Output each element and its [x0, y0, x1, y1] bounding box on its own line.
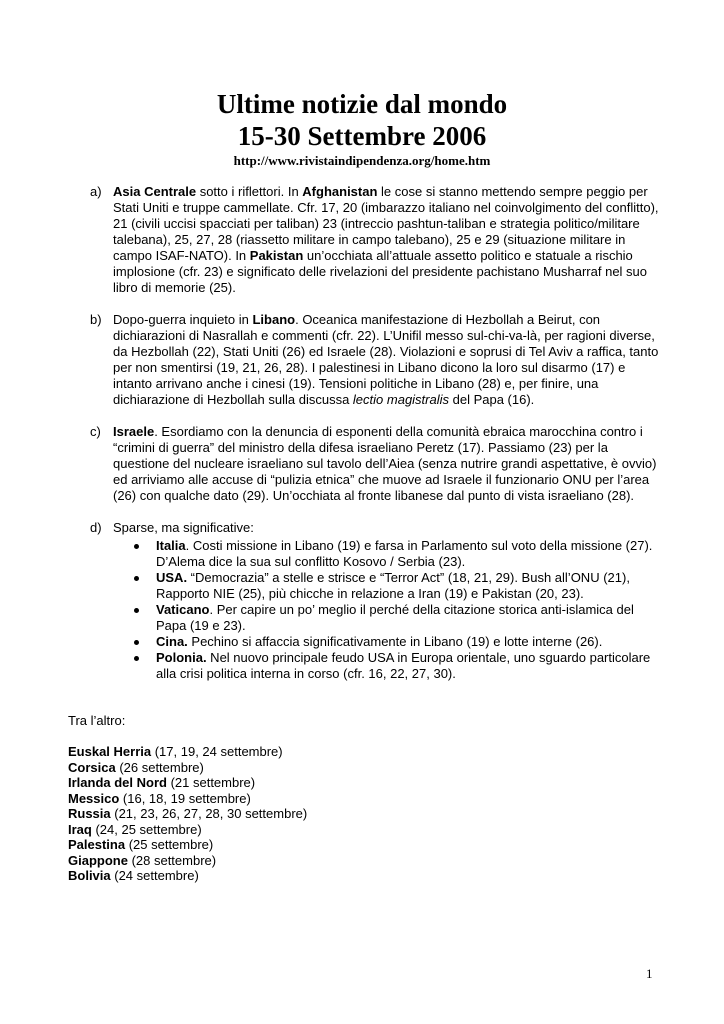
- news-section: [90, 184, 660, 296]
- text-run: . Costi missione in Libano (19) e farsa in Parlamento sul voto della missione (27). D’Alema dice la sua sul conflitto Kosovo / Serbia (23).: [156, 538, 653, 569]
- country-dates: (24 settembre): [110, 868, 199, 883]
- bold-term: Cina.: [156, 634, 188, 649]
- bold-term: USA.: [156, 570, 188, 585]
- country-name: Russia: [68, 806, 111, 821]
- bullet-dot-icon: [134, 656, 139, 661]
- country-item: [68, 837, 307, 853]
- bold-term: Afghanistan: [302, 184, 378, 199]
- bold-term: Vaticano: [156, 602, 210, 617]
- country-name: Messico: [68, 790, 120, 806]
- bullet-dot-icon: [134, 608, 139, 613]
- section-letter: d): [90, 520, 102, 535]
- country-name: Irlanda del Nord: [68, 775, 167, 790]
- country-name: Corsica: [68, 759, 116, 775]
- bullet-item: [131, 570, 660, 602]
- country-item: [68, 744, 307, 760]
- bullet-dot-icon: [134, 640, 139, 645]
- text-run: sotto i riflettori. In: [196, 184, 303, 199]
- tra-altro-heading: Tra l’altro:: [68, 713, 126, 728]
- text-run: Sparse, ma significative:: [113, 520, 254, 535]
- bullet-item: [131, 602, 660, 634]
- section-text: [113, 424, 660, 504]
- text-run: . Esordiamo con la denuncia di esponenti della comunità ebraica marocchina contro i “crimini di guerra” del ministro della difesa israeliano Peretz (17). Passiamo (23) per la questione del nucleare israeliano sul tavolo dell’Aiea (senza nutrire grandi aspettative, è ovvio) ed arriviamo alle accuse di “pulizia etnica” che muove ad Israele il funzionario ONU per l’area (26) con qualche dato (29). Un’occhiata al fronte libanese dal punto di vista israeliano (28).: [113, 424, 657, 503]
- text-run: Nel nuovo principale feudo USA in Europa orientale, uno sguardo particolare alla crisi politica interna in corso (cfr. 16, 22, 27, 30).: [156, 650, 651, 681]
- country-dates: (16, 18, 19 settembre): [119, 790, 251, 806]
- country-dates: (28 settembre): [127, 852, 217, 868]
- country-dates: (25 settembre): [125, 837, 214, 852]
- text-run: . Oceanica manifestazione di Hezbollah a Beirut, con dichiarazioni di Nasrallah e commenti (cfr. 22). L’Unifil messo sul-chi-va-là, per ragioni diverse, da Hezbollah (22), Stati Uniti (26) ed Israele (28). Violazioni e soprusi di Tel Aviv a raffica, tanto per non smentirsi (19, 21, 26, 28). I palestinesi in Libano dicono la loro sul disarmo (17) e intanto arrivano anche i cinesi (19). Tensioni politiche in Libano (28) e, per finire, una dichiarazione di Hezbollah sulla discussa: [113, 312, 659, 407]
- bullet-dot-icon: [134, 544, 139, 549]
- text-run: . Per capire un po’ meglio il perché della citazione storica anti-islamica del Papa (19 e 23).: [156, 602, 634, 633]
- news-section: [90, 520, 660, 682]
- bullet-item: [131, 634, 660, 650]
- text-run: le cose si stanno mettendo sempre peggio per Stati Uniti e truppe cammellate. Cfr. 17, 20 (imbarazzo italiano nel coinvolgimento del conflitto), 21 (civili uccisi spacciati per taliban) 23 (intreccio pashtun-taliban e strategia politico/militare talebana), 25, 27, 28 (riassetto militare in campo talebano), 25 e 29 (situazione militare in campo ISAF-NATO). In: [113, 184, 659, 263]
- bold-term: Pakistan: [249, 248, 304, 263]
- bold-term: Israele: [113, 424, 155, 439]
- section-text: [113, 520, 660, 536]
- italic-term: lectio magistralis: [352, 392, 450, 407]
- news-sections: [90, 184, 660, 698]
- bullet-dot-icon: [134, 576, 139, 581]
- country-item: [68, 760, 307, 776]
- page-number: 1: [646, 966, 653, 981]
- bold-term: Italia: [156, 538, 186, 553]
- bullet-item: [131, 538, 660, 570]
- country-dates: (21, 23, 26, 27, 28, 30 settembre): [110, 806, 308, 821]
- country-item: [68, 853, 307, 869]
- news-section: [90, 312, 660, 408]
- bold-term: Asia Centrale: [113, 184, 197, 199]
- country-item: [68, 775, 307, 791]
- text-run: “Democrazia” a stelle e strisce e “Terror Act” (18, 21, 29). Bush all’ONU (21), Rapporto NIE (25), più chicche in relazione a Iran (19) e Pakistan (20, 23).: [156, 570, 630, 601]
- country-item: [68, 868, 307, 884]
- page-title: Ultime notizie dal mondo: [216, 89, 508, 119]
- section-text: [113, 184, 660, 296]
- country-name: Euskal Herria: [68, 744, 152, 759]
- country-name: Palestina: [68, 837, 126, 852]
- text-run: un’occhiata all’attuale assetto politico e statuale a rischio implosione (cfr. 23) e significato delle rivelazioni del presidente pachistano Musharraf nel suo libro di memorie (25).: [113, 248, 648, 295]
- country-name: Iraq: [68, 821, 92, 837]
- page-subtitle-dates: 15-30 Settembre 2006: [237, 121, 487, 151]
- section-letter: a): [90, 184, 102, 199]
- bold-term: Polonia.: [156, 650, 207, 665]
- country-list: [68, 744, 307, 884]
- text-run: del Papa (16).: [449, 392, 535, 407]
- text-run: Dopo-guerra inquieto in: [113, 312, 253, 327]
- country-name: Bolivia: [68, 868, 111, 883]
- country-name: Giappone: [68, 852, 128, 868]
- country-dates: (24, 25 settembre): [91, 821, 202, 837]
- source-url: http://www.rivistaindipendenza.org/home.htm: [233, 153, 491, 168]
- bullet-list: [113, 538, 660, 682]
- section-letter: b): [90, 312, 102, 327]
- country-dates: (21 settembre): [166, 775, 256, 790]
- country-item: [68, 822, 307, 838]
- news-section: [90, 424, 660, 504]
- bold-term: Libano: [252, 312, 296, 327]
- country-dates: (26 settembre): [115, 759, 204, 775]
- country-dates: (17, 19, 24 settembre): [151, 744, 283, 759]
- bullet-item: [131, 650, 660, 682]
- country-item: [68, 806, 307, 822]
- country-item: [68, 791, 307, 807]
- section-letter: c): [90, 424, 101, 439]
- section-text: [113, 312, 660, 408]
- text-run: Pechino si affaccia significativamente in Libano (19) e lotte interne (26).: [187, 634, 603, 649]
